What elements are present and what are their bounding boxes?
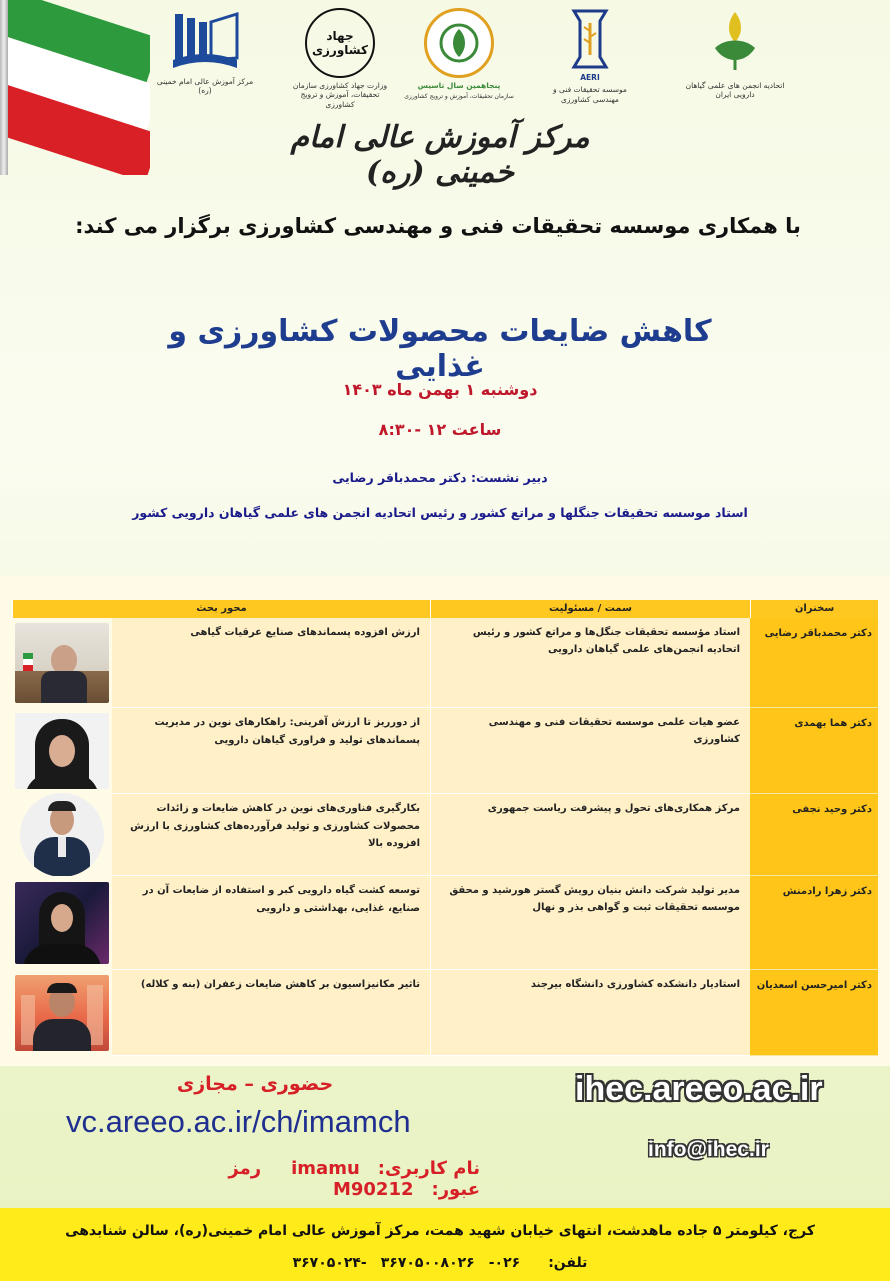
- speaker-photo: [12, 618, 112, 708]
- password-value: M90212: [332, 1179, 414, 1200]
- speaker-topic: بکارگیری فناوری‌های نوین در کاهش ضایعات و زائدات محصولات کشاورزی و تولید فرآورده‌های کشاورزی با ارزش افزوده بالا: [112, 794, 430, 876]
- table-row: [12, 970, 878, 1056]
- attendance-mode: حضوری – مجازی: [176, 1073, 334, 1095]
- table-row: [12, 794, 878, 876]
- imam-khomeini-center-logo: مرکز آموزش عالی امام خمینی (ره): [150, 8, 260, 108]
- address: کرج، کیلومتر ۵ جاده ماهدشت، انتهای خیابان شهید همت، مرکز آموزش عالی امام خمینی(ره)، سالن شنابدهی: [65, 1223, 815, 1239]
- secretary-description: استاد موسسه تحقیقات جنگلها و مراتع کشور و رئیس اتحادیه انجمن های علمی گیاهان دارویی کشور: [132, 505, 748, 520]
- header-role: سمت / مسئولیت: [430, 600, 750, 618]
- speaker-topic: توسعه کشت گیاه دارویی کبر و استفاده از ضایعات آن در صنایع، غذایی، بهداشتی و دارویی: [112, 876, 430, 970]
- event-title: کاهش ضایعات محصولات کشاورزی و غذایی: [168, 314, 712, 384]
- speaker-topic: ارزش افزوده پسماندهای صنایع عرقیات گیاهی: [112, 618, 430, 708]
- website-link[interactable]: ihec.areeo.ac.ir: [575, 1070, 823, 1108]
- speakers-table: [12, 600, 878, 1056]
- speaker-name: دکتر زهرا رادمنش: [750, 876, 878, 970]
- table-row: [12, 708, 878, 794]
- table-row: [12, 618, 878, 708]
- event-time: ساعت ۱۲ -۸:۳۰: [378, 420, 502, 439]
- aeri-logo: AERI موسسه تحقیقات فنی و مهندسی کشاورزی: [535, 8, 645, 108]
- speaker-photo: [12, 794, 112, 876]
- avatar: [15, 882, 109, 965]
- username-value: imamu: [291, 1158, 360, 1179]
- avatar: [15, 623, 109, 702]
- email-link[interactable]: info@ihec.ir: [648, 1138, 769, 1161]
- speaker-photo: [12, 876, 112, 970]
- speaker-topic: تاثیر مکانیزاسیون بر کاهش ضایعات زعفران (بنه و کلاله): [112, 970, 430, 1056]
- speaker-name: دکتر وحید نجفی: [750, 794, 878, 876]
- speaker-role: استادیار دانشکده کشاورزی دانشگاه بیرجند: [430, 970, 750, 1056]
- speaker-role: مدیر تولید شرکت دانش بنیان رویش گستر هورشید و محقق موسسه تحقیقات ثبت و گواهی بذر و نهال: [430, 876, 750, 970]
- speaker-role: عضو هیات علمی موسسه تحقیقات فنی و مهندسی کشاورزی: [430, 708, 750, 794]
- avatar: [20, 793, 104, 877]
- speaker-photo: [12, 708, 112, 794]
- anniversary-logo: پنجاهمین سال تاسیس سازمان تحقیقات، آموزش و ترویج کشاورزی: [404, 8, 514, 108]
- session-secretary: دبیر نشست: دکتر محمدباقر رضایی: [332, 470, 548, 485]
- speaker-photo: [12, 970, 112, 1056]
- virtual-class-link[interactable]: vc.areeo.ac.ir/ch/imamch: [66, 1104, 411, 1139]
- header-topic: محور بحث: [12, 600, 430, 618]
- iran-flag: [0, 0, 150, 175]
- username-label: نام کاربری:: [377, 1158, 480, 1179]
- header-speakers: سخنران: [750, 600, 878, 618]
- avatar: [15, 975, 109, 1051]
- institute-title: مرکز آموزش عالی امام خمینی (ره): [290, 120, 590, 190]
- collaboration-line: با همکاری موسسه تحقیقات فنی و مهندسی کشاورزی برگزار می کند:: [75, 214, 801, 238]
- phone-number: ۰۲۶-۳۶۷۰۵۰۲۴: [292, 1255, 475, 1271]
- medicinal-plants-logo: اتحادیه انجمن های علمی گیاهان دارویی ایران: [680, 8, 790, 108]
- table-row: [12, 876, 878, 970]
- password-label: رمز عبور:: [228, 1158, 480, 1200]
- speaker-role: استاد مؤسسه تحقیقات جنگل‌ها و مراتع کشور و رئیس اتحادیه انجمن‌های علمی گیاهان دارویی: [430, 618, 750, 708]
- avatar: [15, 713, 109, 789]
- event-date: دوشنبه ۱ بهمن ماه ۱۴۰۳: [342, 380, 538, 399]
- phone-label: تلفن:: [548, 1255, 588, 1271]
- speaker-name: دکتر محمدباقر رضایی: [750, 618, 878, 708]
- speaker-name: دکتر هما بهمدی: [750, 708, 878, 794]
- speaker-topic: از دورریز تا ارزش آفرینی: راهکارهای نوین در مدیریت پسماندهای تولید و فراوری گیاهان دارویی: [112, 708, 430, 794]
- login-credentials: [80, 1158, 480, 1200]
- phone-number: ۰۲۶-۳۶۷۰۵۰۰۸: [380, 1255, 521, 1271]
- jihad-agriculture-logo: جهاد کشاورزی وزارت جهاد کشاورزی سازمان تحقیقات، آموزش و ترویج کشاورزی: [285, 8, 395, 108]
- phone-numbers: [30, 1255, 850, 1271]
- speaker-role: مرکز همکاری‌های تحول و پیشرفت ریاست جمهوری: [430, 794, 750, 876]
- speaker-name: دکتر امیرحسن اسعدیان: [750, 970, 878, 1056]
